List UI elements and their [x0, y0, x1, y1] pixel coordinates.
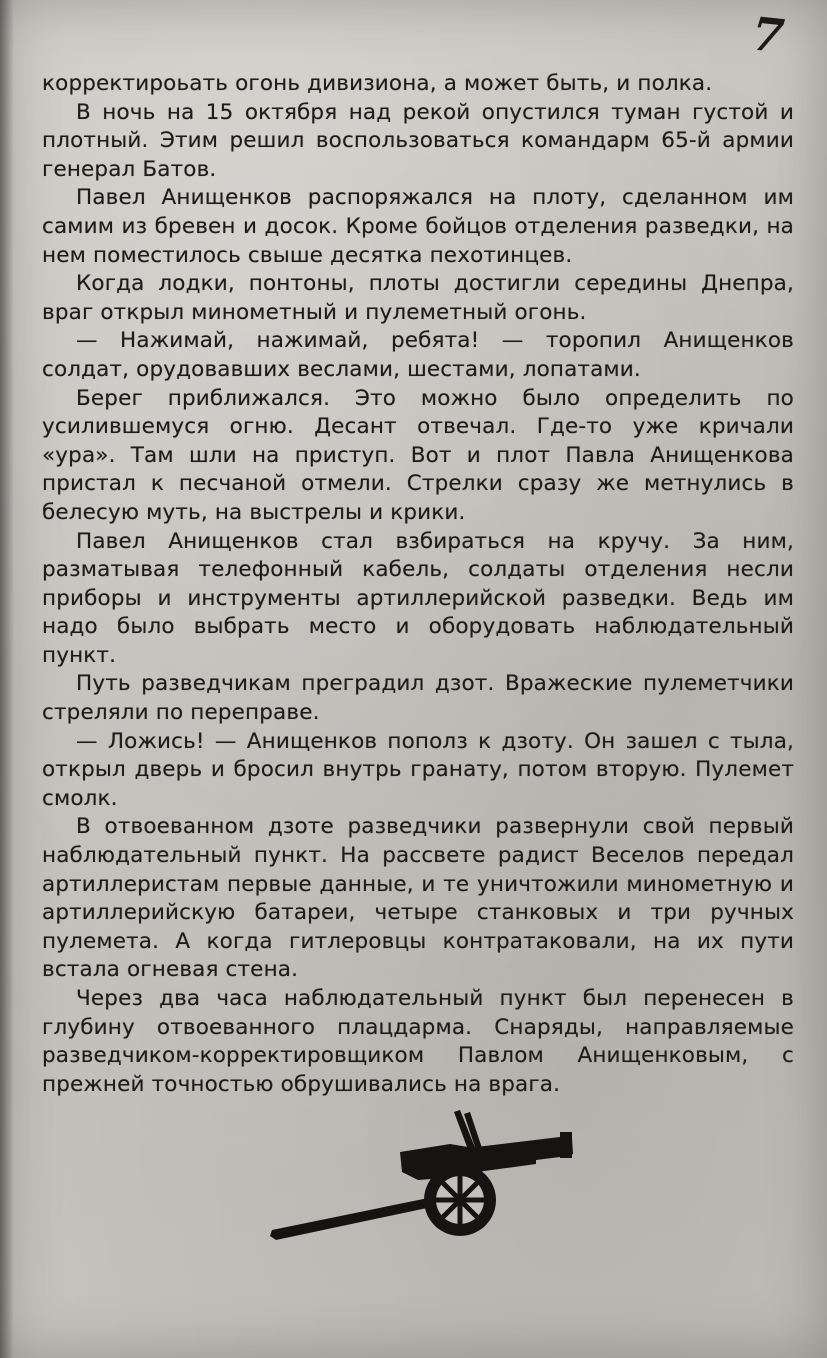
- page-edge-shadow: [0, 0, 14, 1358]
- paragraph-10: В отвоеванном дзоте разведчики развернули свой первый наблюдательный пункт. На рассвете радист Веселов передал артиллеристам первые данные, и те уничтожили минометную и артиллерийскую батареи, четыре станковых и три ручных пулемета. А когда гитлеровцы контратаковали, на их пути встала огневая стена.: [42, 814, 794, 983]
- paragraph-3: Павел Анищенков распоряжался на плоту, сделанном им самим из бревен и досок. Кроме бойцов отделения разведки, на нем поместилось свыше десятка пехотинцев.: [42, 185, 794, 268]
- paragraph-1: корректироьать огонь дивизиона, а может быть, и полка.: [42, 71, 713, 96]
- page-number: 7: [749, 6, 787, 64]
- article-body: [42, 70, 794, 1099]
- paragraph-6: Берег приближался. Это можно было определить по усилившемуся огню. Десант отвечал. Где-то уже кричали «ура». Там шли на приступ. Вот и плот Павла Анищенкова пристал к песчаной отмели. Стрелки сразу же метнулись в белесую муть, на выстрелы и крики.: [42, 385, 794, 525]
- paragraph-7: Павел Анищенков стал взбираться на кручу. За ним, разматывая телефонный кабель, солдаты отделения несли приборы и инструменты артиллерийской разведки. Ведь им надо было выбрать место и оборудовать наблюдательный пункт.: [42, 528, 794, 668]
- paragraph-11: Через два часа наблюдательный пункт был перенесен в глубину отвоеванного плацдарма. Снаряды, направляемые разведчиком-корректировщиком Павлом Анищенковым, с прежней точностью обрушивались на врага.: [42, 986, 794, 1097]
- paragraph-4: Когда лодки, понтоны, плоты достигли середины Днепра, враг открыл минометный и пулеметный огонь.: [42, 271, 794, 325]
- paragraph-9: — Ложись! — Анищенков пополз к дзоту. Он зашел с тыла, открыл дверь и бросил внутрь гранату, потом вторую. Пулемет смолк.: [42, 728, 794, 811]
- paragraph-2: В ночь на 15 октября над рекой опустился туман густой и плотный. Этим решил воспользоваться командарм 65-й армии генерал Батов.: [42, 99, 794, 182]
- paragraph-8: Путь разведчикам преградил дзот. Вражеские пулеметчики стреляли по переправе.: [42, 671, 794, 726]
- field-gun-icon: [268, 1108, 580, 1243]
- paragraph-5: — Нажимай, нажимай, ребята! — торопил Анищенков солдат, орудовавших веслами, шестами, лопатами.: [42, 328, 794, 382]
